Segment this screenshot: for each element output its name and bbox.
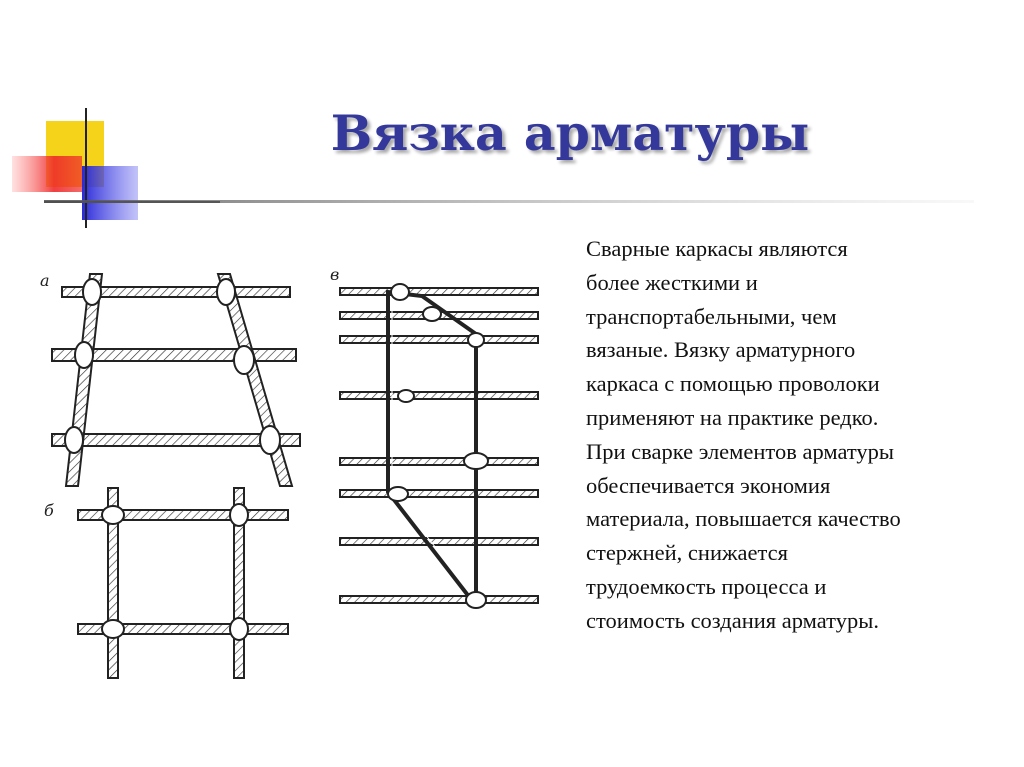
body-line: каркаса с помощью проволоки xyxy=(586,371,880,397)
figure-b xyxy=(44,488,288,678)
body-line: материала, повышается качество xyxy=(586,506,901,532)
body-line: При сварке элементов арматуры xyxy=(586,438,895,464)
body-line: стержней, снижается xyxy=(586,540,788,566)
red-square xyxy=(12,156,82,192)
body-line: более жесткими и xyxy=(586,269,758,295)
figure-a xyxy=(40,271,300,486)
figure-label-a: а xyxy=(40,271,50,290)
body-line: вязаные. Вязку арматурного xyxy=(586,337,856,363)
body-line: применяют на практике редко. xyxy=(586,404,879,430)
body-line: Сварные каркасы являются xyxy=(586,236,848,261)
slide-title: Вязка арматуры xyxy=(330,104,810,162)
body-line: трудоемкость процесса и xyxy=(586,573,827,599)
figure-label-v: в xyxy=(330,265,340,284)
figure-label-b: б xyxy=(44,501,54,520)
blue-square xyxy=(82,166,138,220)
body-line: обеспечивается экономия xyxy=(586,472,831,498)
slide-body-text xyxy=(586,232,1014,638)
figure-v xyxy=(330,265,538,608)
rebar-tying-figure xyxy=(30,256,550,696)
body-line: транспортабельными, чем xyxy=(586,303,837,329)
title-underline xyxy=(44,199,974,205)
body-line: стоимость создания арматуры. xyxy=(586,607,879,633)
